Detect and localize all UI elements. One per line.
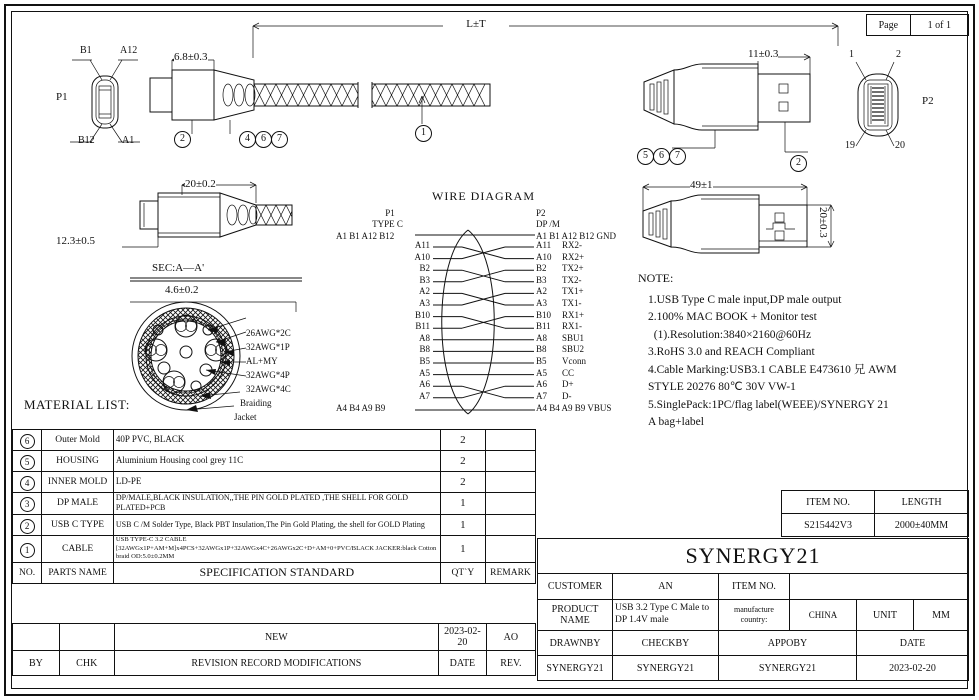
note-line-6: STYLE 20276 80℃ 30V VW-1 — [648, 381, 796, 394]
length-value: 2000±40MM — [875, 514, 969, 537]
material-row-spec: Aluminium Housing cool grey 11C — [113, 451, 440, 472]
wire-left-pin-7: B10 — [414, 309, 430, 320]
circle-number: 5 — [20, 455, 35, 470]
material-col-qty: QT`Y — [440, 562, 485, 583]
date-value: 2023-02-20 — [857, 656, 969, 681]
wire-p2-type: DP /M — [536, 219, 560, 229]
callout-7-p1: 7 — [271, 131, 288, 148]
material-row-remark — [485, 514, 535, 535]
wire-right-pin-1: A11 — [536, 240, 552, 250]
wire-right-signal-1: RX2- — [562, 240, 582, 250]
p2-pin-1-label: 1 — [849, 49, 854, 60]
wire-right-signal-9: SBU1 — [562, 332, 585, 343]
p1-pin-b1-label: B1 — [80, 45, 92, 56]
material-row-qty: 1 — [440, 493, 485, 515]
p1-pin-b12-label: B12 — [78, 135, 95, 146]
callout-2-p1: 2 — [174, 131, 191, 148]
wire-right-signal-14: D- — [562, 390, 572, 401]
material-row-name: DP MALE — [42, 493, 114, 515]
callout-7-p2: 7 — [669, 148, 686, 165]
p2-length-dim-label: 11±0.3 — [748, 48, 779, 60]
unit-value: MM — [914, 600, 969, 631]
section-label-32awg4c: 32AWG*4C — [246, 384, 291, 394]
wire-p1-type: TYPE C — [372, 219, 403, 229]
wire-right-signal-10: SBU2 — [562, 344, 585, 355]
circle-number: 3 — [20, 497, 35, 512]
circle-number: 2 — [20, 519, 35, 534]
wire-right-pin-11: B5 — [536, 356, 547, 366]
wire-right-signal-11: Vconn — [562, 356, 586, 366]
material-row-no — [13, 472, 42, 493]
note-line-2: 2.100% MAC BOOK + Monitor test — [648, 311, 817, 324]
material-row-spec: 40P PVC, BLACK — [113, 430, 440, 451]
wire-right-signal-7: RX1+ — [562, 309, 585, 320]
section-label-jacket: Jacket — [234, 412, 257, 422]
material-row-remark — [485, 535, 535, 562]
material-row-name: CABLE — [42, 535, 114, 562]
revision-data-row — [13, 624, 536, 651]
material-row-spec: DP/MALE,BLACK INSULATION,,THE PIN GOLD PLATED ,THE SHELL FOR GOLD PLATED+PCB — [113, 493, 440, 515]
drawnby-label: DRAWNBY — [538, 631, 613, 656]
material-row-spec: USB C /M Solder Type, Black PBT Insulation,The Pin Gold Plating, the shell for GOLD Plating — [113, 514, 440, 535]
section-label-32awg4p: 32AWG*4P — [246, 370, 290, 380]
wire-right-pin-6: A3 — [536, 298, 547, 308]
manufacture-country-label: manufacture country: — [719, 600, 790, 631]
wire-right-pin-8: B11 — [536, 321, 551, 332]
material-list-table — [12, 429, 536, 584]
wire-right-pin-2: A10 — [536, 251, 552, 262]
wire-right-signal-8: RX1- — [562, 321, 582, 332]
wire-diagram-title: WIRE DIAGRAM — [432, 189, 535, 203]
appoby-label: APPOBY — [719, 631, 857, 656]
material-row-qty: 2 — [440, 430, 485, 451]
callout-6-p1: 6 — [255, 131, 272, 148]
material-col-no: NO. — [13, 562, 42, 583]
material-row-name: HOUSING — [42, 451, 114, 472]
section-label-braiding: Braiding — [240, 398, 272, 408]
section-diameter-dim: 4.6±0.2 — [165, 284, 199, 296]
revision-record-table — [12, 623, 536, 676]
wire-top-left-pins: A1 B1 A12 B12 — [336, 231, 395, 241]
p2-pin-19-label: 19 — [845, 140, 855, 151]
material-row-remark — [485, 472, 535, 493]
material-row-name: USB C TYPE — [42, 514, 114, 535]
wire-p1-header: P1 — [385, 208, 395, 218]
wire-right-signal-2: RX2+ — [562, 251, 585, 262]
wire-right-pin-4: B3 — [536, 274, 547, 285]
material-row-qty: 2 — [440, 451, 485, 472]
material-row — [13, 514, 536, 535]
item-no-header: ITEM NO. — [782, 491, 875, 514]
material-row-qty: 2 — [440, 472, 485, 493]
p2-face-label: P2 — [922, 95, 934, 107]
note-line-4: 3.RoHS 3.0 and REACH Compliant — [648, 346, 815, 359]
material-list-heading: MATERIAL LIST: — [24, 397, 130, 412]
company-name: SYNERGY21 — [538, 539, 969, 574]
callout-6-p2: 6 — [653, 148, 670, 165]
p1-label: P1 — [56, 91, 68, 103]
p1-length-dim-label: 6.8±0.3 — [174, 51, 208, 63]
material-row-spec: USB TYPE-C 3.2 CABLE [32AWGx1P+AM+M]x4PCS+32AWGx1P+32AWGx4C+26AWGx2C+D+AM+0+PVC/BLACK JACKER:black Cotton braid OD:5.0±0.2MM — [113, 535, 440, 562]
revision-rev-value: AO — [486, 624, 535, 651]
customer-label: CUSTOMER — [538, 574, 613, 600]
wire-left-pin-12: A5 — [419, 367, 430, 378]
revision-by-label: BY — [13, 651, 60, 676]
item-no-value: S215442V3 — [782, 514, 875, 537]
material-row-no — [13, 451, 42, 472]
material-row-no — [13, 430, 42, 451]
revision-desc-value: NEW — [114, 624, 438, 651]
revision-date-label: DATE — [439, 651, 487, 676]
checkby-value: SYNERGY21 — [613, 656, 719, 681]
material-row-spec: LD-PE — [113, 472, 440, 493]
manufacture-country-value: CHINA — [790, 600, 857, 631]
wire-left-pin-6: A3 — [419, 298, 430, 308]
unit-label: UNIT — [857, 600, 914, 631]
wire-right-signal-12: CC — [562, 367, 575, 378]
material-row-name: Outer Mold — [42, 430, 114, 451]
material-row-qty: 1 — [440, 514, 485, 535]
callout-2-p2: 2 — [790, 155, 807, 172]
p1-pin-a1-label: A1 — [122, 135, 135, 146]
wire-left-pin-14: A7 — [419, 390, 430, 401]
wire-right-signal-6: TX1- — [562, 298, 582, 308]
wire-right-signal-4: TX2- — [562, 274, 582, 285]
callout-1-cable: 1 — [415, 125, 432, 142]
revision-rev-label: REV. — [486, 651, 535, 676]
note-line-5: 4.Cable Marking:USB3.1 CABLE E473610 兄 AWM — [648, 363, 897, 376]
callout-5-p2: 5 — [637, 148, 654, 165]
material-row-name: INNER MOLD — [42, 472, 114, 493]
wire-right-pin-12: A5 — [536, 367, 547, 378]
title-item-no-label: ITEM NO. — [719, 574, 790, 600]
material-row-remark — [485, 430, 535, 451]
wire-right-signal-13: D+ — [562, 379, 574, 390]
section-label-26awg2c: 26AWG*2C — [246, 328, 291, 338]
section-title: SEC:A—A' — [152, 262, 205, 274]
overall-length-label: L±T — [443, 19, 509, 31]
note-line-7: 5.SinglePack:1PC/flag label(WEEE)/SYNERGY 21 — [648, 398, 889, 411]
product-name-value: USB 3.2 Type C Male to DP 1.4V male — [613, 600, 719, 631]
material-col-parts-name: PARTS NAME — [42, 562, 114, 583]
appoby-value: SYNERGY21 — [719, 656, 857, 681]
wire-p2-header: P2 — [536, 208, 546, 218]
circle-number: 4 — [20, 476, 35, 491]
section-label-32awg1p: 32AWG*1P — [246, 342, 290, 352]
wire-left-pin-9: A8 — [419, 332, 430, 343]
wire-left-pin-13: A6 — [419, 379, 430, 390]
wire-top-right-pins: A1 B1 A12 B12 GND — [536, 231, 617, 241]
mid-right-height-dim: 20±0.3 — [817, 207, 829, 238]
mid-left-length-dim: 20±0.2 — [185, 178, 216, 190]
material-row — [13, 472, 536, 493]
wire-right-pin-7: B10 — [536, 309, 552, 320]
wire-right-signal-5: TX1+ — [562, 286, 584, 297]
revision-date-value: 2023-02-20 — [439, 624, 487, 651]
wire-left-pin-2: A10 — [414, 251, 430, 262]
page-label: Page — [867, 15, 911, 36]
item-length-table — [781, 490, 969, 537]
material-row-no — [13, 514, 42, 535]
date-label: DATE — [857, 631, 969, 656]
material-row — [13, 430, 536, 451]
circle-number: 1 — [20, 543, 35, 558]
wire-left-pin-4: B3 — [419, 274, 430, 285]
wire-right-pin-3: B2 — [536, 263, 547, 274]
drawnby-value: SYNERGY21 — [538, 656, 613, 681]
note-lines-container — [648, 292, 973, 432]
revision-chk-label: CHK — [59, 651, 114, 676]
section-label-almy: AL+MY — [246, 356, 278, 366]
note-line-3: (1).Resolution:3840×2160@60Hz — [648, 328, 812, 341]
mid-right-length-dim: 49±1 — [690, 179, 713, 191]
wire-right-pin-10: B8 — [536, 344, 547, 355]
material-header-row — [13, 562, 536, 583]
wire-left-pin-3: B2 — [419, 263, 430, 274]
p2-pin-20-label: 20 — [895, 140, 905, 151]
material-row — [13, 493, 536, 515]
customer-value: AN — [613, 574, 719, 600]
wire-right-pin-5: A2 — [536, 286, 547, 297]
material-row — [13, 535, 536, 562]
material-col-spec: SPECIFICATION STANDARD — [113, 562, 440, 583]
revision-chk-value — [59, 624, 114, 651]
revision-by-value — [13, 624, 60, 651]
title-item-no-value — [790, 574, 969, 600]
wire-left-pin-8: B11 — [415, 321, 430, 332]
material-row-no — [13, 535, 42, 562]
wire-bottom-left-pins: A4 B4 A9 B9 — [336, 403, 386, 413]
wire-right-pin-14: A7 — [536, 390, 547, 401]
wire-right-signal-3: TX2+ — [562, 263, 584, 274]
wire-right-pin-9: A8 — [536, 332, 547, 343]
note-line-1: 1.USB Type C male input,DP male output — [648, 294, 842, 306]
circle-number: 6 — [20, 434, 35, 449]
wire-right-pin-13: A6 — [536, 379, 547, 390]
p1-pin-a12-label: A12 — [120, 45, 138, 56]
note-line-8: A bag+label — [648, 416, 704, 429]
material-row-remark — [485, 451, 535, 472]
wire-left-pin-11: B5 — [419, 356, 430, 366]
wire-left-pin-10: B8 — [419, 344, 430, 355]
revision-header-row — [13, 651, 536, 676]
material-row-remark — [485, 493, 535, 515]
revision-desc-label: REVISION RECORD MODIFICATIONS — [114, 651, 438, 676]
material-row — [13, 451, 536, 472]
p2-pin-2-label: 2 — [896, 49, 901, 60]
length-header: LENGTH — [875, 491, 969, 514]
checkby-label: CHECKBY — [613, 631, 719, 656]
page-value: 1 of 1 — [910, 15, 968, 36]
wire-left-pin-5: A2 — [419, 286, 430, 297]
material-col-remark: REMARK — [485, 562, 535, 583]
title-block-table — [537, 538, 969, 681]
material-row-qty: 1 — [440, 535, 485, 562]
wire-bottom-right-pins: A4 B4 A9 B9 VBUS — [536, 403, 612, 413]
wire-left-pin-1: A11 — [414, 240, 430, 250]
note-heading: NOTE: — [638, 271, 674, 285]
mid-left-height-dim: 12.3±0.5 — [56, 235, 96, 247]
product-name-label: PRODUCT NAME — [538, 600, 613, 631]
callout-4-p1: 4 — [239, 131, 256, 148]
material-row-no — [13, 493, 42, 515]
